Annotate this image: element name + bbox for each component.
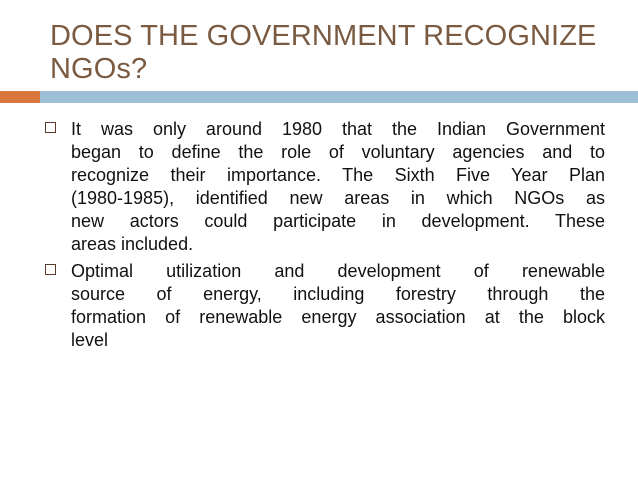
title-accent-bar	[0, 91, 40, 103]
slide-title-line: DOES THE GOVERNMENT RECOGNIZE	[50, 20, 597, 52]
bullet-text-line: level	[71, 330, 109, 350]
slide-title	[50, 20, 610, 86]
square-bullet-icon	[45, 264, 56, 275]
bullet-item	[45, 260, 605, 352]
bullet-text-line: formation of renewable energy association at the block	[71, 307, 605, 327]
bullet-text-line: recognize their importance. The Sixth Five Year Plan	[71, 165, 605, 185]
square-bullet-icon	[45, 122, 56, 133]
bullet-text-line: began to define the role of voluntary agencies and to	[71, 142, 605, 162]
slide-content	[45, 118, 605, 356]
bullet-text-line: new actors could participate in development. These	[71, 211, 605, 231]
bullet-text-line: areas included.	[71, 234, 194, 254]
slide-title-line: NGOs?	[50, 53, 148, 85]
title-rule-bar	[40, 91, 638, 103]
bullet-item	[45, 118, 605, 256]
bullet-text-line: Optimal utilization and development of renewable	[71, 261, 605, 281]
bullet-text-line: It was only around 1980 that the Indian Government	[71, 119, 605, 139]
bullet-text-line: (1980-1985), identified new areas in which NGOs as	[71, 188, 605, 208]
bullet-text-line: source of energy, including forestry through the	[71, 284, 605, 304]
